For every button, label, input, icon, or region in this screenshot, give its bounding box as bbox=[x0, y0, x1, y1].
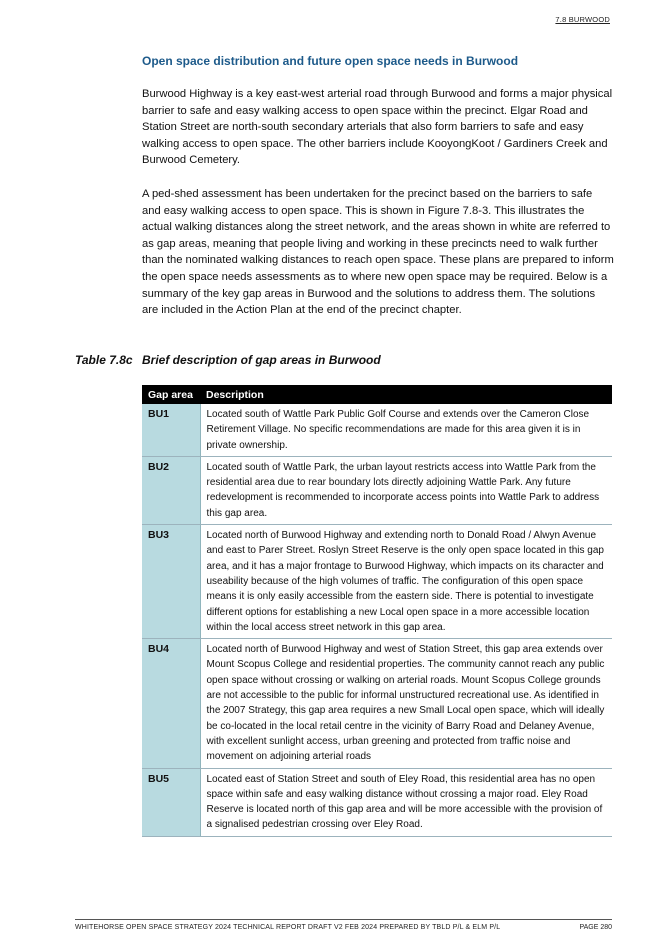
table-row bbox=[142, 525, 612, 639]
gap-area-cell: BU1 bbox=[142, 404, 200, 456]
body-paragraph: Burwood Highway is a key east-west arterial road through Burwood and forms a major physical barrier to safe and easy walking access to open space within the precinct. Elgar Road and Station Street are north-south secondary arterials that also form barriers to safe and easy walking access to open space. The other barriers include KooyongKoot / Gardiners Creek and Burwood Cemetery. bbox=[142, 88, 613, 167]
body-paragraph: A ped-shed assessment has been undertaken for the precinct based on the barriers to safe and easy walking access to open space. This is shown in Figure 7.8-3. This illustrates the actual walking distances along the street network, and the areas shown in white are referred to as gap areas, meaning that people living and working in these precincts need to walk further than the nominated walking distances to reach open space. These plans are prepared to inform the open space needs assessments as to where new open space may be required. Below is a summary of the key gap areas in Burwood and the solutions to address them. The solutions are included in the Action Plan at the end of the precinct chapter. bbox=[142, 188, 614, 317]
column-header-description: Description bbox=[200, 385, 612, 404]
gap-area-cell: BU3 bbox=[142, 525, 200, 639]
table-row bbox=[142, 404, 612, 456]
footer-document-info: WHITEHORSE OPEN SPACE STRATEGY 2024 TECHNICAL REPORT DRAFT V2 FEB 2024 PREPARED BY TBLD P/L & ELM P/L bbox=[75, 924, 501, 931]
description-cell: Located south of Wattle Park, the urban layout restricts access into Wattle Park from the residential area due to rear boundary lots directly adjoining Wattle Park. Any future redevelopment is recommended to incorporate access points into Wattle Park to address this gap area. bbox=[200, 456, 612, 524]
gap-area-cell: BU4 bbox=[142, 639, 200, 768]
table-row bbox=[142, 768, 612, 836]
table-header-row bbox=[142, 385, 612, 404]
description-cell: Located south of Wattle Park Public Golf Course and extends over the Cameron Close Retirement Village. No specific recommendations are made for this area given it is in private ownership. bbox=[200, 404, 612, 456]
description-cell: Located east of Station Street and south of Eley Road, this residential area has no open space within safe and easy walking distance without crossing a major road. Eley Road Reserve is located north of this gap area and will be more accessible with the provision of a signalised pedestrian crossing over Eley Road. bbox=[200, 768, 612, 836]
section-heading: Open space distribution and future open space needs in Burwood bbox=[142, 54, 519, 68]
description-cell: Located north of Burwood Highway and west of Station Street, this gap area extends over Mount Scopus College and residential properties. The community cannot reach any public open space without crossing or walking on arterial roads. Mount Scopus College grounds are not accessible to the public for informal unstructured recreational use. As identified in the 2007 Strategy, this gap area requires a new Small Local open space, which will ideally be co-located in the local retail centre in the vicinity of Barry Road and Delaney Avenue, with excellent sunlight access, urban greening and protected from traffic noise and movement on adjoining arterial roads bbox=[200, 639, 612, 768]
gap-area-cell: BU5 bbox=[142, 768, 200, 836]
description-cell: Located north of Burwood Highway and extending north to Donald Road / Alwyn Avenue and east to Parer Street. Roslyn Street Reserve is the only open space located in this gap area, and it has a major frontage to Burwood Highway, which impacts on its character and useability because of the high volumes of traffic. The configuration of this open space means it is only easily accessible from the eastern side. There is potential to investigate different options for establishing a new Local open space in a more accessible location within the local access street network in this gap area. bbox=[200, 525, 612, 639]
chapter-reference: 7.8 BURWOOD bbox=[555, 15, 610, 24]
footer-page-number: PAGE 280 bbox=[579, 924, 612, 931]
table-row bbox=[142, 639, 612, 768]
gap-area-cell: BU2 bbox=[142, 456, 200, 524]
gap-areas-table bbox=[142, 385, 612, 837]
table-caption-title: Brief description of gap areas in Burwood bbox=[142, 353, 381, 367]
table-caption bbox=[75, 353, 381, 367]
column-header-gap-area: Gap area bbox=[142, 385, 200, 404]
table-row bbox=[142, 456, 612, 524]
footer-divider bbox=[75, 919, 612, 920]
table-caption-number: Table 7.8c bbox=[75, 353, 133, 367]
